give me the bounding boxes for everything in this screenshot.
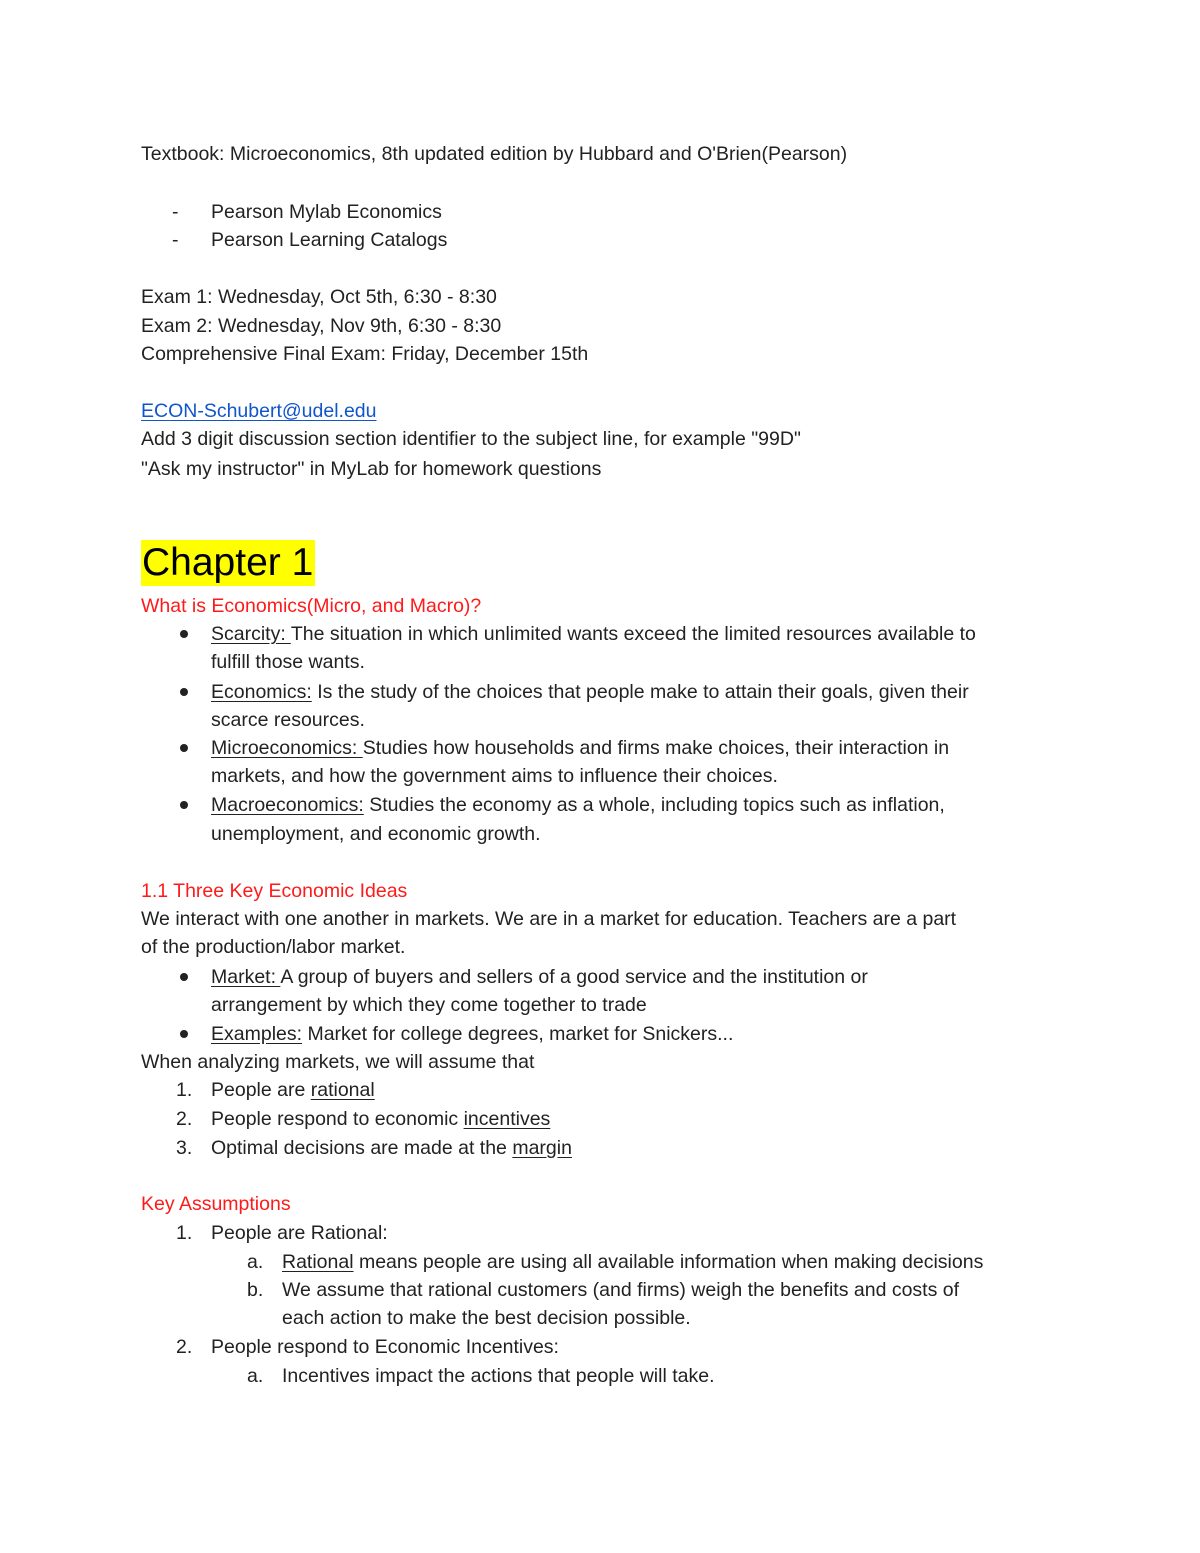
- definition-continuation: scarce resources.: [211, 709, 365, 731]
- definition-term: Microeconomics:: [211, 737, 363, 759]
- paragraph-line: of the production/labor market.: [141, 936, 406, 958]
- list-letter: b.: [247, 1279, 264, 1301]
- resource-item: Pearson Mylab Economics: [211, 201, 442, 223]
- paragraph-line: We interact with one another in markets. We are in a market for education. Teachers are a part: [141, 908, 957, 930]
- exam-line: Exam 2: Wednesday, Nov 9th, 6:30 - 8:30: [141, 315, 502, 337]
- definition-continuation: fulfill those wants.: [211, 651, 365, 673]
- list-number: 2.: [176, 1108, 193, 1130]
- list-letter: a.: [247, 1251, 264, 1273]
- bullet-icon: [180, 973, 188, 981]
- chapter-title: Chapter 1: [142, 541, 314, 584]
- contact-note: Add 3 digit discussion section identifier to the subject line, for example "99D": [141, 428, 801, 450]
- definition-term: Scarcity:: [211, 623, 291, 645]
- numbered-item: People respond to economic incentives: [211, 1108, 551, 1130]
- list-number: 2.: [176, 1336, 193, 1358]
- list-number: 3.: [176, 1137, 193, 1159]
- lettered-item: Incentives impact the actions that people will take.: [282, 1365, 715, 1387]
- bullet-icon: [180, 744, 188, 752]
- resource-item: Pearson Learning Catalogs: [211, 229, 448, 251]
- definition-continuation: markets, and how the government aims to influence their choices.: [211, 765, 778, 787]
- definition-continuation: arrangement by which they come together to trade: [211, 994, 647, 1016]
- lettered-continuation: each action to make the best decision possible.: [282, 1307, 691, 1329]
- definition-item: Economics: Is the study of the choices that people make to attain their goals, given their: [211, 681, 969, 703]
- bullet-icon: [180, 801, 188, 809]
- section-heading: Key Assumptions: [141, 1193, 291, 1215]
- numbered-item: Optimal decisions are made at the margin: [211, 1137, 572, 1159]
- definition-term: Macroeconomics:: [211, 794, 364, 816]
- paragraph-line: When analyzing markets, we will assume that: [141, 1051, 535, 1073]
- list-number: 1.: [176, 1222, 193, 1244]
- definition-term: Economics:: [211, 681, 312, 703]
- list-letter: a.: [247, 1365, 264, 1387]
- exam-line: Comprehensive Final Exam: Friday, December 15th: [141, 343, 589, 365]
- dash-marker: -: [172, 229, 179, 251]
- dash-marker: -: [172, 201, 179, 223]
- email-link[interactable]: ECON-Schubert@udel.edu: [141, 400, 377, 422]
- definition-term: Examples:: [211, 1023, 303, 1045]
- lettered-item: We assume that rational customers (and firms) weigh the benefits and costs of: [282, 1279, 960, 1301]
- numbered-item: People respond to Economic Incentives:: [211, 1336, 559, 1358]
- definition-item: Examples: Market for college degrees, market for Snickers...: [211, 1023, 734, 1045]
- section-heading: 1.1 Three Key Economic Ideas: [141, 880, 408, 902]
- bullet-icon: [180, 1030, 188, 1038]
- definition-continuation: unemployment, and economic growth.: [211, 823, 541, 845]
- exam-line: Exam 1: Wednesday, Oct 5th, 6:30 - 8:30: [141, 286, 497, 308]
- definition-term: Market:: [211, 966, 281, 988]
- numbered-item: People are Rational:: [211, 1222, 388, 1244]
- bullet-icon: [180, 630, 188, 638]
- list-number: 1.: [176, 1079, 193, 1101]
- numbered-item: People are rational: [211, 1079, 375, 1101]
- contact-note: "Ask my instructor" in MyLab for homework questions: [141, 458, 602, 480]
- section-heading: What is Economics(Micro, and Macro)?: [141, 595, 482, 617]
- definition-item: Market: A group of buyers and sellers of a good service and the institution or: [211, 966, 868, 988]
- lettered-item: Rational means people are using all available information when making decisions: [282, 1251, 984, 1273]
- bullet-icon: [180, 688, 188, 696]
- definition-item: Scarcity: The situation in which unlimited wants exceed the limited resources available to: [211, 623, 976, 645]
- definition-item: Macroeconomics: Studies the economy as a whole, including topics such as inflation,: [211, 794, 945, 816]
- definition-item: Microeconomics: Studies how households and firms make choices, their interaction in: [211, 737, 950, 759]
- textbook-line: Textbook: Microeconomics, 8th updated edition by Hubbard and O'Brien(Pearson): [141, 143, 848, 165]
